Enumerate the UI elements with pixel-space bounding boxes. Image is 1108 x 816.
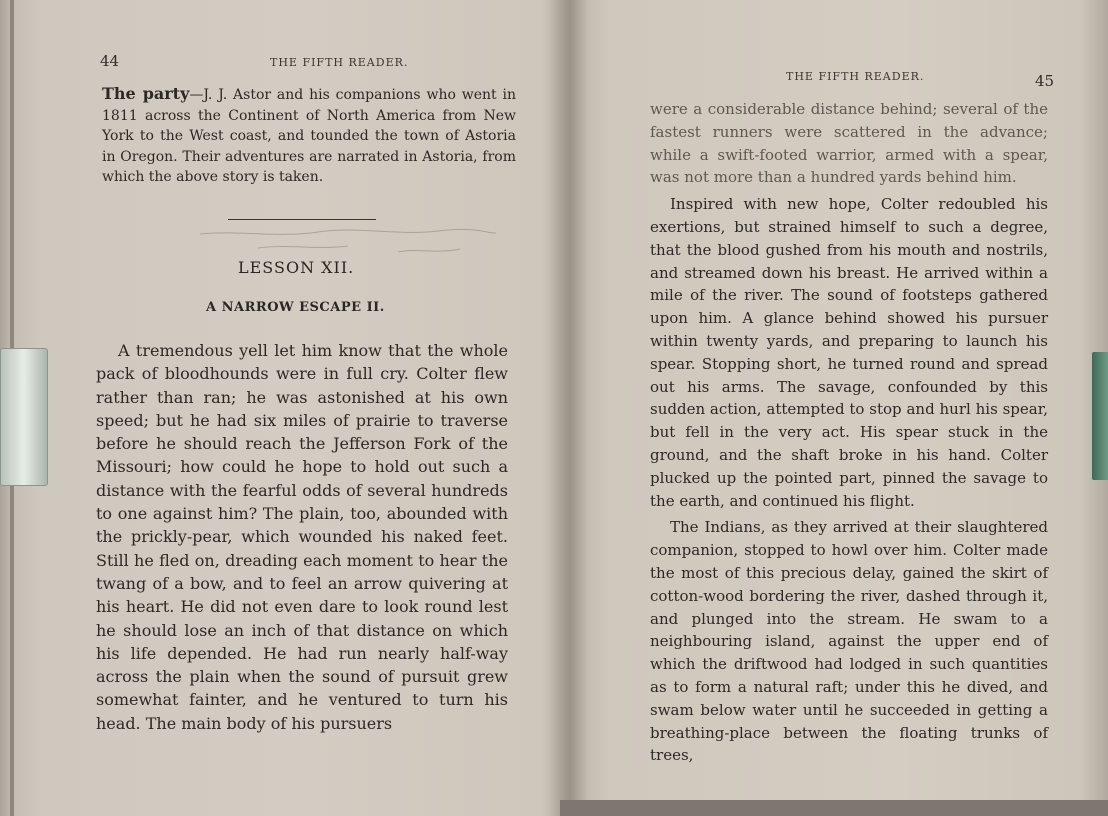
page-clip-right — [1092, 352, 1108, 480]
page-number: 44 — [100, 52, 120, 70]
footnote — [102, 84, 516, 188]
paragraph: Inspired with new hope, Colter redoubled his exertions, but strained himself to such a degree, that the blood gushed from his mouth and nostrils, and streamed down his breast. He arrived within a mile of the river. The sound of footsteps gathered upon him. A glance behind showed his pursuer within twenty yards, and preparing to launch his spear. Stopping short, he turned round and spread out his arms. The savage, confounded by this sudden action, attempted to stop and hurl his spear, but fell in the very act. His spear stuck in the ground, and the shaft broke in his hand. Colter plucked up the pointed part, pinned the savage to the earth, and continued his flight. — [650, 195, 1048, 510]
running-head: THE FIFTH READER. — [270, 56, 409, 69]
running-head: THE FIFTH READER. — [786, 70, 925, 83]
section-divider — [228, 219, 376, 220]
lesson-subtitle: A NARROW ESCAPE II. — [206, 300, 385, 315]
left-body-text: A tremendous yell let him know that the whole pack of bloodhounds were in full cry. Colter flew rather than ran; he was astonished at his own speed; but he had six miles of prairie to traverse before he should reach the Jefferson Fork of the Missouri; how could he hope to hold out such a distance with the fearful odds of several hundreds to one against him? The plain, too, abounded with the prickly-pear, which wounded his naked feet. Still he fled on, dreading each moment to hear the twang of a bow, and to feel an arrow quivering at his heart. He did not even dare to look round lest he should lose an inch of that distance on which his life depended. He had run nearly half-way across the plain when the sound of pursuit grew somewhat fainter, and he ventured to turn his head. The main body of his pursuers — [96, 341, 508, 733]
book-gutter — [548, 0, 588, 816]
right-body-text — [650, 98, 1048, 771]
paragraph: The Indians, as they arrived at their slaughtered companion, stopped to howl over him. Colter made the most of this precious delay, gained the skirt of cotton-wood bordering the river, dashed through it, and plunged into the stream. He swam to a neighbouring island, against the upper end of which the driftwood had lodged in such quantities as to form a natural raft; under this he dived, and swam below water until he succeeded in getting a breathing-place between the floating trunks of trees, — [650, 518, 1048, 765]
paragraph: were a considerable distance behind; several of the fastest runners were scattered in the advance; while a swift-footed warrior, armed with a spear, was not more than a hundred yards behind him. — [650, 100, 1048, 187]
footnote-text: —J. J. Astor and his companions who went in 1811 across the Continent of North America from New York to the West coast, and tounded the town of Astoria in Oregon. Their adventures are narrated in Astoria, from which the above story is taken. — [102, 87, 516, 185]
page-clip-left — [0, 348, 48, 486]
right-page — [600, 0, 1080, 816]
page-number: 45 — [1035, 72, 1055, 90]
left-page — [30, 0, 550, 816]
lesson-title: LESSON XII. — [238, 258, 355, 277]
footnote-lead: The party — [102, 84, 190, 103]
